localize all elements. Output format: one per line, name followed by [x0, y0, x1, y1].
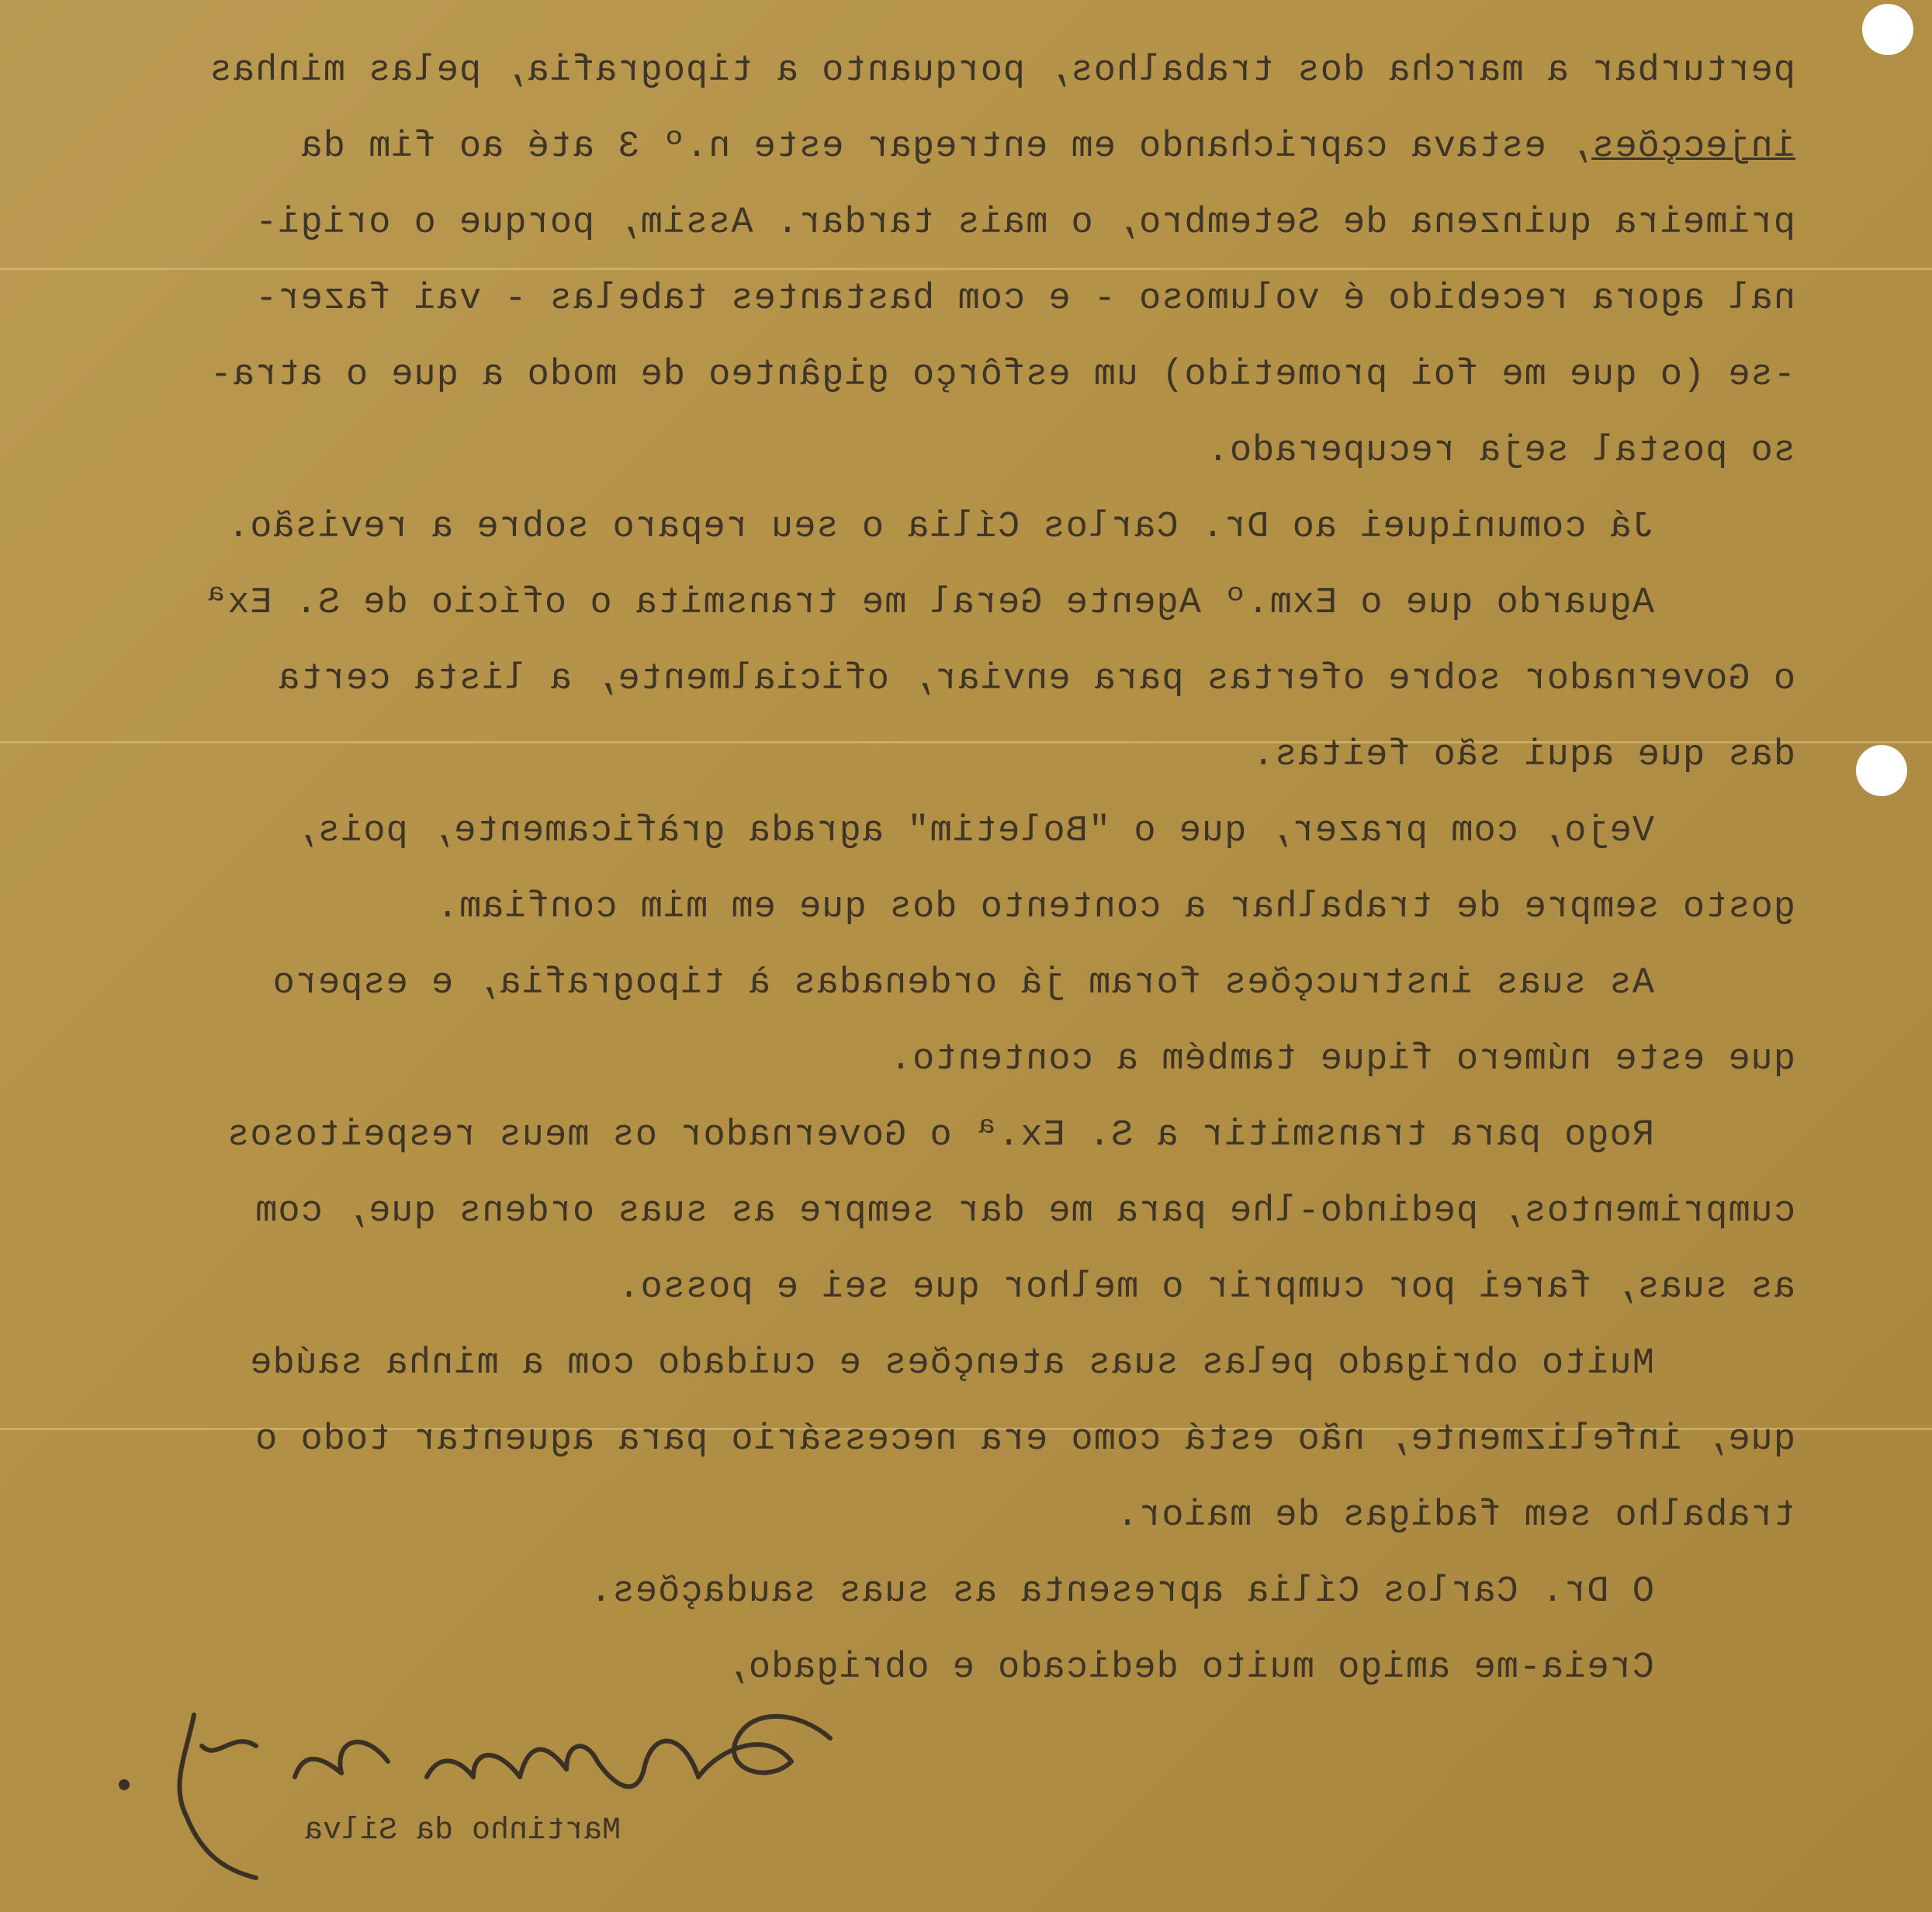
text-line: Aguardo que o Exm.º Agente Geral me transmita o ofício de S. Exª [203, 583, 1654, 624]
underlined-word: injecções [1591, 126, 1795, 168]
text-line-rest: estava caprichando em entregar este n.º 3 até ao fim da [299, 126, 1546, 168]
text-line: Já comuniquei ao Dr. Carlos Cília o seu reparo sobre a revisão. [227, 507, 1654, 548]
text-line: Vejo, com prazer, que o "Boletim" agrada gràficamente, pois, [294, 811, 1654, 852]
text-line: As suas instrucções foram já ordenadas à tipografia, e espero [272, 963, 1654, 1004]
text-line: que este número fique também a contento. [888, 1039, 1795, 1080]
text-line: trabalho sem fadigas de maior. [1115, 1495, 1795, 1536]
text-line: Rogo para transmitir a S. Ex.ª o Governador os meus respeitosos [227, 1115, 1654, 1156]
text-line: cumprimentos, pedindo-lhe para me dar sempre as suas ordens que, com [254, 1191, 1795, 1232]
text-line: que, infelizmente, não está como era necessário para aguentar todo o [254, 1419, 1795, 1460]
text-line: Creia-me amigo muito dedicado e obrigado, [725, 1647, 1654, 1689]
text-line: nal agora recebido é volumoso - e com bastantes tabelas - vai fazer- [254, 279, 1795, 320]
text-line: o Governador sobre ofertas para enviar, oficialmente, a lista certa [277, 659, 1795, 700]
text-line: so postal seja recuperado. [1206, 431, 1795, 472]
text-line: as suas, farei por cumprir o melhor que sei e posso. [617, 1267, 1795, 1308]
text-line: Muito obrigado pelas suas atenções e cuidado com a minha saúde [249, 1343, 1654, 1384]
text-line: primeira quinzena de Setembro, o mais tardar. Assim, porque o origi- [254, 203, 1795, 244]
text-line: das que aqui são feitas. [1252, 735, 1795, 776]
text-line: -se (o que me foi prometido) um esfôrço gigânteo de modo a que o atra- [209, 355, 1795, 396]
text-line: perturbar a marcha dos trabalhos, porquanto a tipografia, pelas minhas [209, 50, 1795, 92]
text-line: gosto sempre de trabalhar a contento dos que em mim confiam. [435, 887, 1795, 928]
text-line: O Dr. Carlos Cília apresenta as suas saudações. [589, 1571, 1654, 1612]
text-line: injecções, estava caprichando em entregar este n.º 3 até ao fim da [299, 126, 1795, 168]
signatory-name: Martinho da Silva [303, 1813, 621, 1848]
